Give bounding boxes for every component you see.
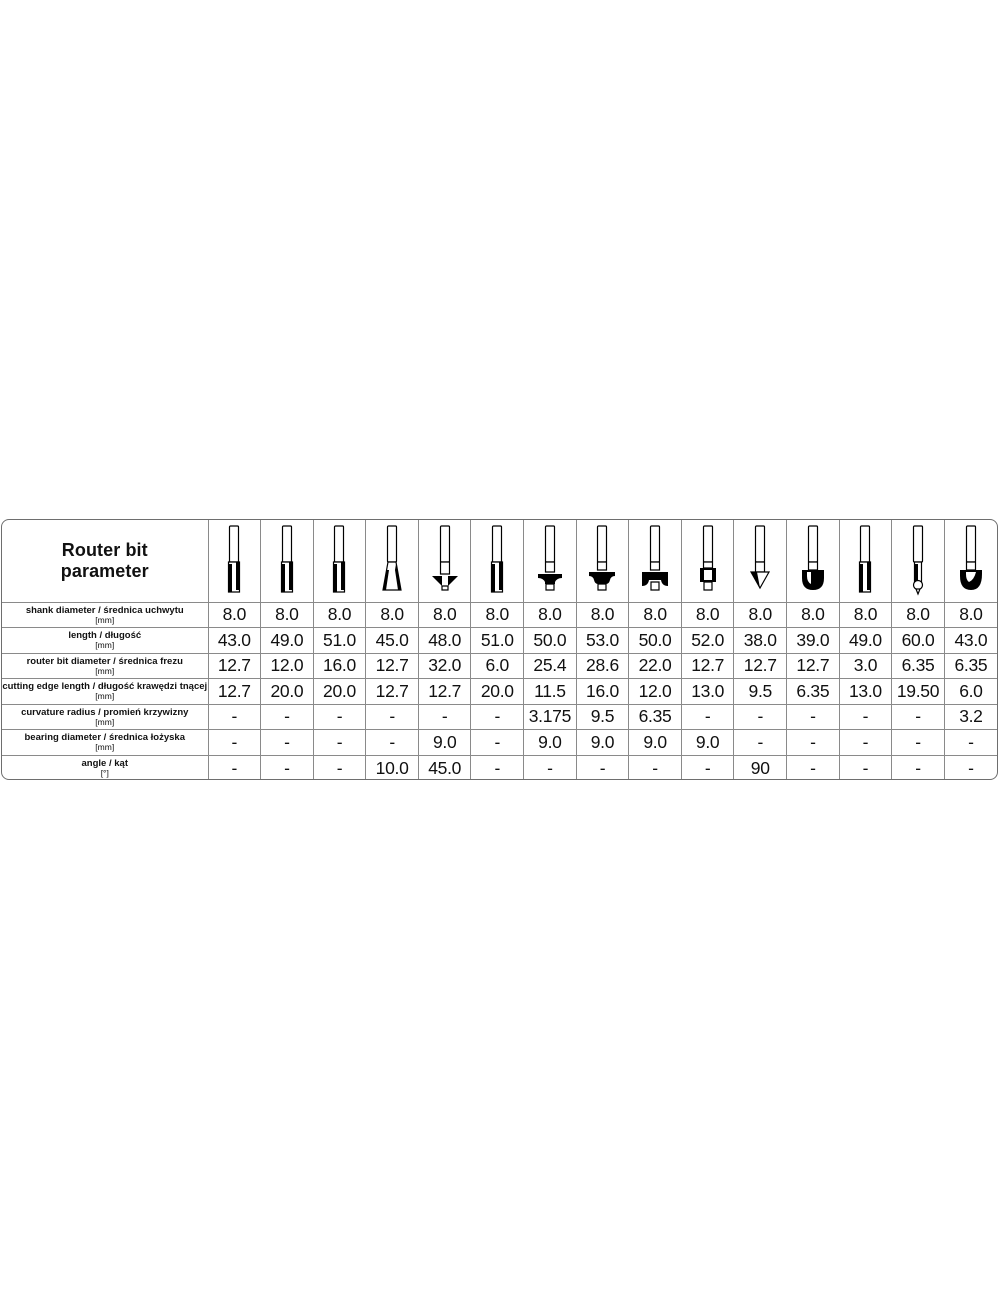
table-cell: 12.7 xyxy=(418,679,471,705)
table-cell: 8.0 xyxy=(787,602,840,628)
bit-column-header xyxy=(313,520,366,602)
row-unit: [mm] xyxy=(95,691,115,702)
table-cell: 8.0 xyxy=(366,602,419,628)
bit-column-header xyxy=(629,520,682,602)
table-cell: 8.0 xyxy=(576,602,629,628)
row-label: bearing diameter / średnica łożyska xyxy=(24,732,185,744)
table-cell: - xyxy=(471,730,524,756)
table-cell: - xyxy=(892,730,945,756)
bit-column-header xyxy=(366,520,419,602)
bit-column-header xyxy=(418,520,471,602)
table-cell: 3.0 xyxy=(839,653,892,679)
table-cell: - xyxy=(944,730,997,756)
table-cell: 9.0 xyxy=(681,730,734,756)
table-cell: 9.0 xyxy=(418,730,471,756)
table-cell: - xyxy=(313,755,366,780)
table-cell: 50.0 xyxy=(629,628,682,654)
row-label: cutting edge length / długość krawędzi tnącej xyxy=(2,681,208,693)
router-bit-table xyxy=(2,520,997,780)
row-unit: [°] xyxy=(100,768,109,779)
table-title: Router bit parameter xyxy=(60,539,149,581)
table-cell: 11.5 xyxy=(524,679,577,705)
table-cell: 39.0 xyxy=(787,628,840,654)
straight-bit-icon xyxy=(261,524,313,596)
table-cell: 8.0 xyxy=(681,602,734,628)
table-cell: 8.0 xyxy=(471,602,524,628)
table-cell: - xyxy=(208,704,261,730)
table-cell: - xyxy=(892,755,945,780)
table-cell: 8.0 xyxy=(892,602,945,628)
table-cell: 10.0 xyxy=(366,755,419,780)
table-row xyxy=(2,730,997,756)
table-cell: 45.0 xyxy=(418,755,471,780)
table-cell: - xyxy=(787,755,840,780)
table-cell: 6.35 xyxy=(629,704,682,730)
table-cell: - xyxy=(366,730,419,756)
row-unit: [mm] xyxy=(95,614,115,625)
row-label-cell xyxy=(2,730,208,756)
table-cell: 20.0 xyxy=(313,679,366,705)
table-cell: 6.35 xyxy=(892,653,945,679)
table-cell: 60.0 xyxy=(892,628,945,654)
table-cell: 6.0 xyxy=(944,679,997,705)
table-cell: 52.0 xyxy=(681,628,734,654)
header-row xyxy=(2,520,997,602)
table-cell: 51.0 xyxy=(313,628,366,654)
table-cell: - xyxy=(261,730,314,756)
bit-column-header xyxy=(734,520,787,602)
table-cell: - xyxy=(787,704,840,730)
bit-column-header xyxy=(471,520,524,602)
row-unit: [mm] xyxy=(95,665,115,676)
table-cell: 50.0 xyxy=(524,628,577,654)
straight-bit-icon xyxy=(314,524,366,596)
table-cell: - xyxy=(944,755,997,780)
row-label-cell xyxy=(2,653,208,679)
row-unit: [mm] xyxy=(95,742,115,753)
row-unit: [mm] xyxy=(95,640,115,651)
table-cell: 49.0 xyxy=(261,628,314,654)
table-cell: - xyxy=(261,755,314,780)
table-cell: 45.0 xyxy=(366,628,419,654)
table-cell: 38.0 xyxy=(734,628,787,654)
row-unit: [mm] xyxy=(95,716,115,727)
straight-bit-icon xyxy=(209,524,261,596)
table-cell: 6.0 xyxy=(471,653,524,679)
table-row xyxy=(2,704,997,730)
straight-bit-icon xyxy=(840,524,892,596)
bit-column-header xyxy=(892,520,945,602)
table-cell: - xyxy=(734,704,787,730)
table-cell: 19.50 xyxy=(892,679,945,705)
row-label-cell xyxy=(2,704,208,730)
row-label-cell xyxy=(2,679,208,705)
table-cell: - xyxy=(839,755,892,780)
table-cell: - xyxy=(839,730,892,756)
table-cell: 3.175 xyxy=(524,704,577,730)
table-row xyxy=(2,755,997,780)
table-cell: 90 xyxy=(734,755,787,780)
table-cell: 12.7 xyxy=(366,679,419,705)
v-groove-bit-icon xyxy=(734,524,786,596)
roundover-bearing-bit-icon xyxy=(524,524,576,596)
table-cell: - xyxy=(313,704,366,730)
table-cell: 6.35 xyxy=(787,679,840,705)
table-cell: 22.0 xyxy=(629,653,682,679)
table-cell: - xyxy=(471,755,524,780)
row-label-cell xyxy=(2,755,208,780)
table-cell: - xyxy=(787,730,840,756)
table-cell: - xyxy=(681,755,734,780)
bit-column-header xyxy=(944,520,997,602)
table-cell: 9.5 xyxy=(734,679,787,705)
table-cell: 12.7 xyxy=(787,653,840,679)
table-cell: 8.0 xyxy=(208,602,261,628)
round-nose-bit-icon xyxy=(945,524,997,596)
table-cell: 53.0 xyxy=(576,628,629,654)
table-cell: 9.0 xyxy=(524,730,577,756)
table-cell: - xyxy=(839,704,892,730)
table-cell: - xyxy=(576,755,629,780)
row-label: router bit diameter / średnica frezu xyxy=(26,655,183,667)
bit-column-header xyxy=(681,520,734,602)
table-cell: 32.0 xyxy=(418,653,471,679)
table-cell: 8.0 xyxy=(418,602,471,628)
bit-column-header xyxy=(576,520,629,602)
bit-column-header xyxy=(208,520,261,602)
table-cell: 9.0 xyxy=(629,730,682,756)
table-cell: 8.0 xyxy=(839,602,892,628)
table-cell: 8.0 xyxy=(313,602,366,628)
table-cell: - xyxy=(734,730,787,756)
table-cell: 3.2 xyxy=(944,704,997,730)
table-cell: 9.0 xyxy=(576,730,629,756)
row-label: curvature radius / promień krzywizny xyxy=(21,706,189,718)
table-cell: 12.7 xyxy=(208,679,261,705)
table-cell: 6.35 xyxy=(944,653,997,679)
row-label-cell xyxy=(2,628,208,654)
table-cell: 49.0 xyxy=(839,628,892,654)
table-cell: 8.0 xyxy=(734,602,787,628)
table-cell: - xyxy=(208,730,261,756)
table-cell: - xyxy=(313,730,366,756)
table-cell: - xyxy=(366,704,419,730)
row-label: shank diameter / średnica uchwytu xyxy=(25,604,184,616)
table-cell: 13.0 xyxy=(839,679,892,705)
table-cell: - xyxy=(418,704,471,730)
table-cell: 28.6 xyxy=(576,653,629,679)
table-cell: 8.0 xyxy=(261,602,314,628)
table-cell: 8.0 xyxy=(944,602,997,628)
row-label-cell xyxy=(2,602,208,628)
table-cell: - xyxy=(524,755,577,780)
core-box-bit-icon xyxy=(787,524,839,596)
drill-point-bit-icon xyxy=(892,524,944,596)
table-cell: 51.0 xyxy=(471,628,524,654)
table-cell: - xyxy=(261,704,314,730)
table-cell: 12.7 xyxy=(208,653,261,679)
table-cell: - xyxy=(629,755,682,780)
bit-column-header xyxy=(839,520,892,602)
table-title-cell xyxy=(2,520,208,602)
straight-bit-icon xyxy=(471,524,523,596)
table-row xyxy=(2,679,997,705)
table-cell: - xyxy=(681,704,734,730)
table-cell: 48.0 xyxy=(418,628,471,654)
table-cell: 8.0 xyxy=(629,602,682,628)
bit-column-header xyxy=(787,520,840,602)
table-cell: 25.4 xyxy=(524,653,577,679)
table-cell: - xyxy=(892,704,945,730)
table-cell: 43.0 xyxy=(944,628,997,654)
table-cell: 12.0 xyxy=(629,679,682,705)
table-cell: 20.0 xyxy=(261,679,314,705)
table-cell: - xyxy=(208,755,261,780)
table-cell: - xyxy=(471,704,524,730)
bit-column-header xyxy=(524,520,577,602)
table-cell: 12.7 xyxy=(366,653,419,679)
table-cell: 12.0 xyxy=(261,653,314,679)
table-cell: 16.0 xyxy=(576,679,629,705)
dovetail-bit-icon xyxy=(366,524,418,596)
router-bit-table-frame xyxy=(1,519,998,780)
table-row xyxy=(2,628,997,654)
table-cell: 9.5 xyxy=(576,704,629,730)
table-cell: 12.7 xyxy=(681,653,734,679)
rabbet-bearing-bit-icon xyxy=(682,524,734,596)
table-row xyxy=(2,653,997,679)
chamfer-bearing-bit-icon xyxy=(419,524,471,596)
table-cell: 43.0 xyxy=(208,628,261,654)
cove-bearing-bit-icon xyxy=(629,524,681,596)
row-label: length / długość xyxy=(68,630,142,642)
bit-column-header xyxy=(261,520,314,602)
ogee-bearing-bit-icon xyxy=(577,524,629,596)
table-cell: 12.7 xyxy=(734,653,787,679)
table-cell: 13.0 xyxy=(681,679,734,705)
table-cell: 20.0 xyxy=(471,679,524,705)
row-label: angle / kąt xyxy=(81,758,128,770)
table-cell: 16.0 xyxy=(313,653,366,679)
table-cell: 8.0 xyxy=(524,602,577,628)
table-row xyxy=(2,602,997,628)
